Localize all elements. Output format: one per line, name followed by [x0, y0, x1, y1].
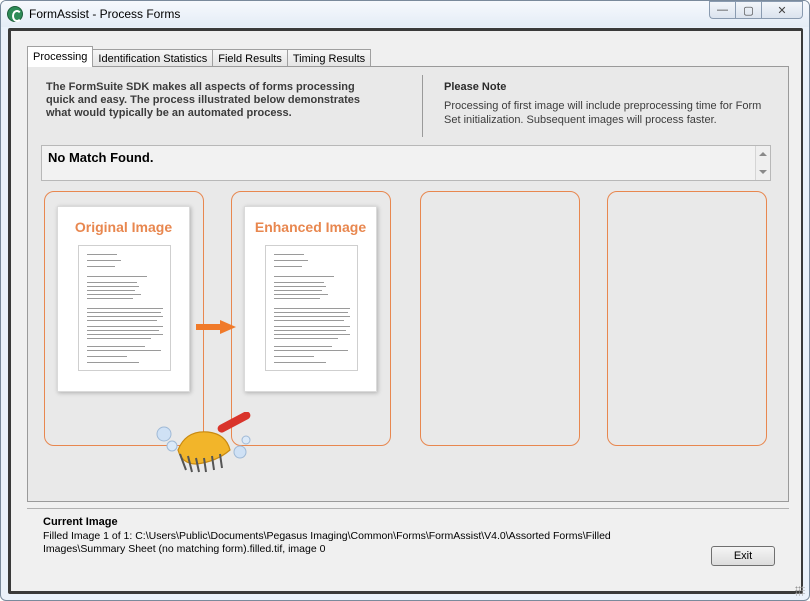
exit-button[interactable]: Exit	[711, 546, 775, 566]
scroll-up-icon[interactable]	[759, 152, 767, 156]
document-text-line	[274, 308, 350, 309]
document-text-line	[274, 286, 326, 287]
window-title: FormAssist - Process Forms	[29, 7, 181, 21]
current-image-title: Current Image	[43, 516, 118, 528]
document-text-line	[274, 282, 324, 283]
status-text: No Match Found.	[48, 150, 154, 165]
document-text-line	[87, 338, 151, 339]
client-area	[11, 31, 801, 591]
resize-grip-icon[interactable]	[795, 586, 805, 596]
document-text-line	[87, 266, 115, 267]
document-text-line	[87, 356, 127, 357]
header-divider	[422, 75, 423, 137]
document-text-line	[274, 326, 350, 327]
document-text-line	[274, 320, 344, 321]
current-image-path: Filled Image 1 of 1: C:\Users\Public\Documents\Pegasus Imaging\Common\Forms\FormAssist\V4.0\Assorted Forms\Filled Images\Summary Sheet (no matching form).filled.tif, image 0	[43, 530, 611, 555]
document-text-line	[274, 290, 322, 291]
document-text-line	[274, 260, 308, 261]
document-text-line	[87, 334, 163, 335]
tab-field-results[interactable]: Field Results	[212, 49, 288, 67]
document-text-line	[274, 312, 348, 313]
current-image-section	[27, 508, 789, 578]
close-button[interactable]: ✕	[761, 1, 803, 19]
document-text-line	[274, 316, 350, 317]
document-text-line	[274, 334, 350, 335]
minimize-button[interactable]: —	[709, 1, 735, 19]
original-image-title: Original Image	[74, 219, 173, 235]
tab-identification-statistics[interactable]: Identification Statistics	[92, 49, 213, 67]
document-text-line	[87, 308, 163, 309]
document-text-line	[274, 362, 326, 363]
app-icon	[7, 6, 23, 22]
document-text-line	[274, 338, 338, 339]
document-text-line	[87, 298, 133, 299]
document-text-line	[87, 290, 135, 291]
document-text-line	[274, 298, 320, 299]
status-scrollbar[interactable]	[755, 146, 770, 180]
document-text-line	[87, 362, 139, 363]
window-controls	[709, 1, 803, 19]
cleanup-brush-icon	[156, 412, 254, 474]
maximize-button[interactable]: ▢	[735, 1, 761, 19]
document-text-line	[87, 330, 159, 331]
document-text-line	[274, 254, 304, 255]
title-bar[interactable]	[1, 1, 809, 27]
document-text-line	[274, 276, 334, 277]
original-image-panel	[44, 191, 204, 446]
document-text-line	[87, 320, 157, 321]
enhanced-image-panel	[231, 191, 391, 446]
scroll-down-icon[interactable]	[759, 170, 767, 174]
document-text-line	[274, 356, 314, 357]
document-text-line	[87, 254, 117, 255]
document-text-line	[87, 316, 163, 317]
document-text-line	[87, 286, 139, 287]
document-text-line	[87, 282, 137, 283]
original-image-card	[57, 206, 190, 392]
document-text-line	[274, 346, 332, 347]
tab-strip	[27, 47, 370, 67]
processing-tab-page	[27, 66, 789, 502]
identification-panel	[420, 191, 580, 446]
document-text-line	[87, 276, 147, 277]
document-text-line	[274, 266, 302, 267]
document-text-line	[274, 330, 346, 331]
document-text-line	[87, 326, 163, 327]
enhanced-document-thumbnail	[265, 245, 358, 371]
intro-text: The FormSuite SDK makes all aspects of forms processing quick and easy. The process illustrated below demonstrates what would typically be an automated process.	[46, 81, 361, 119]
tab-timing-results[interactable]: Timing Results	[287, 49, 371, 67]
document-text-line	[87, 312, 161, 313]
arrow-right-icon	[196, 320, 236, 334]
tab-processing[interactable]: Processing	[27, 46, 93, 67]
document-text-line	[87, 294, 141, 295]
document-text-line	[274, 350, 348, 351]
document-text-line	[87, 346, 145, 347]
document-text-line	[87, 260, 121, 261]
result-panel	[607, 191, 767, 446]
enhanced-image-title: Enhanced Image	[254, 219, 367, 235]
document-text-line	[274, 294, 328, 295]
document-text-line	[87, 350, 161, 351]
status-textbox[interactable]	[41, 145, 771, 181]
enhanced-image-card	[244, 206, 377, 392]
original-document-thumbnail	[78, 245, 171, 371]
note-text: Processing of first image will include preprocessing time for Form Set initialization. Subsequent images will process faster.	[444, 100, 762, 126]
note-title: Please Note	[444, 81, 507, 93]
